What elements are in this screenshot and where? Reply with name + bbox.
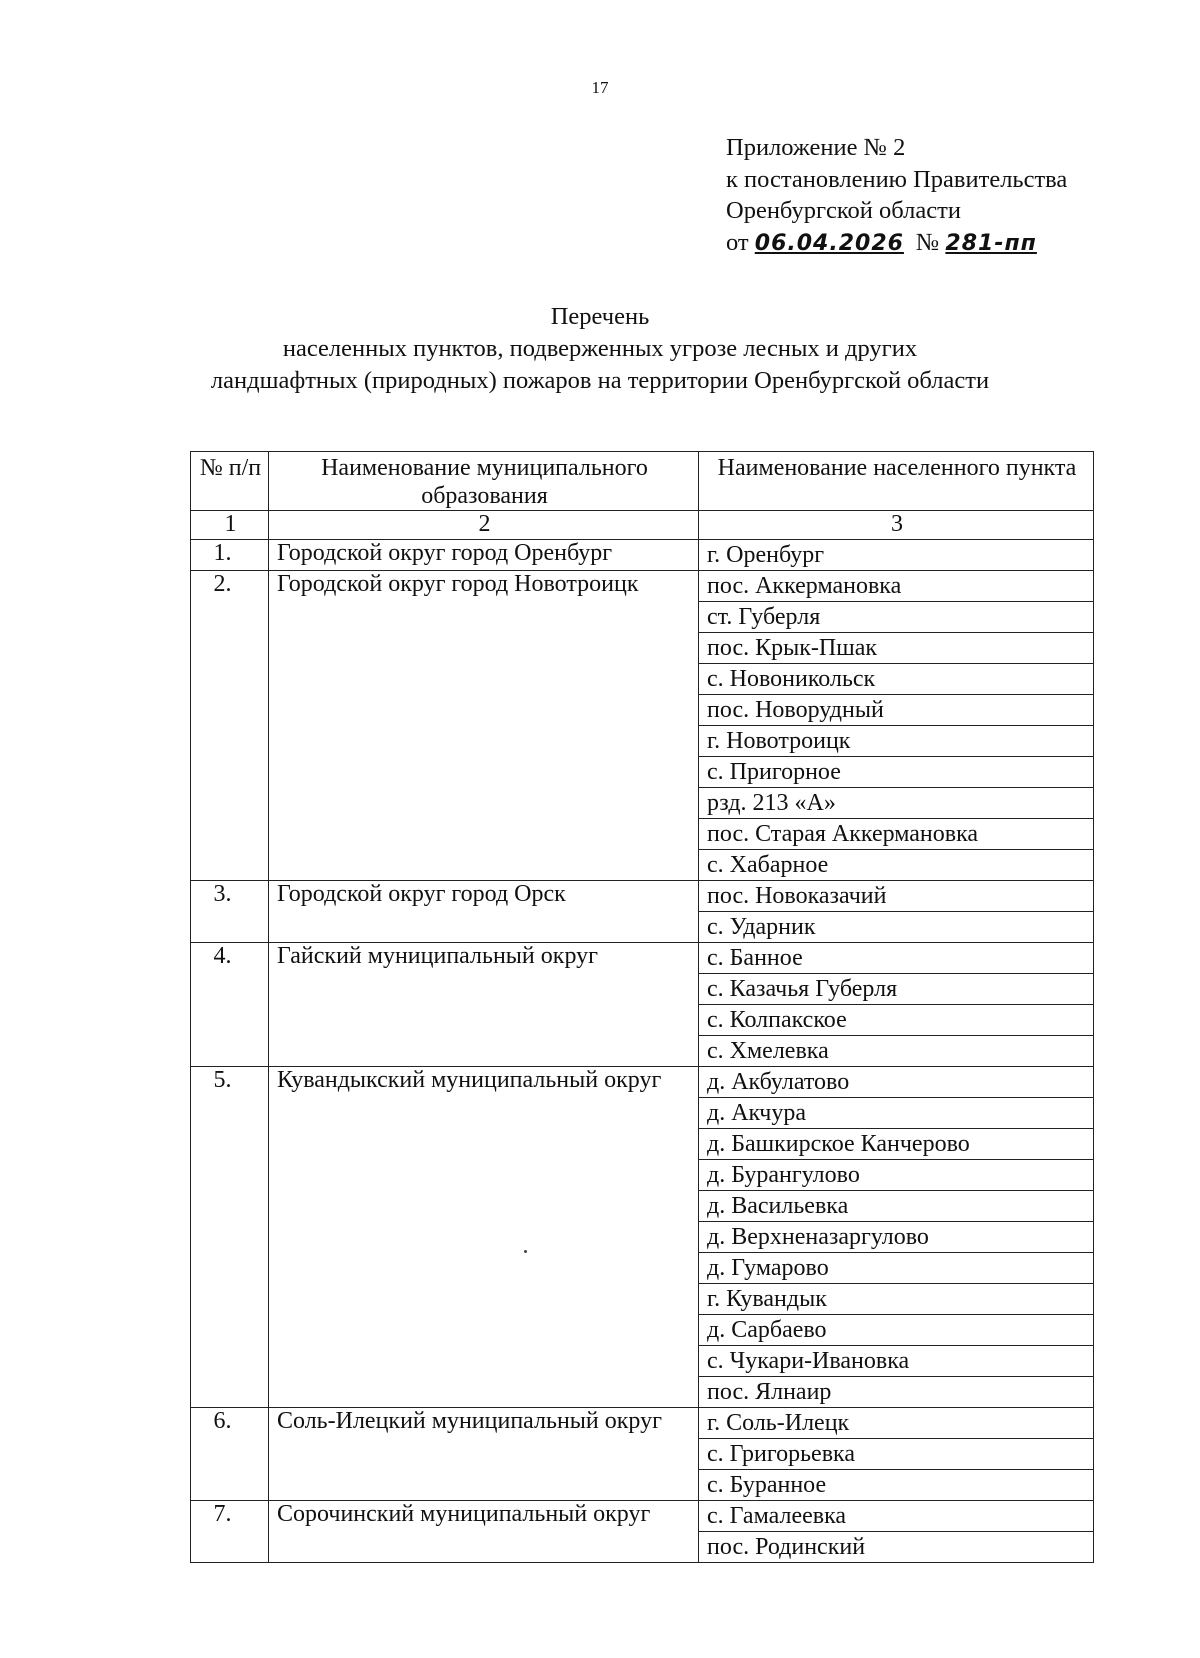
settlements-table [190,451,1094,1563]
settlement-name: с. Ударник [699,912,1094,943]
settlement-name: рзд. 213 «А» [699,788,1094,819]
title-line-3: ландшафтных (природных) пожаров на территории Оренбургской области [210,367,990,394]
table-row [191,943,1094,974]
municipality-name: Сорочинский муниципальный округ [269,1501,699,1563]
appendix-region: Оренбургской области [726,197,961,224]
municipality-name: Городской округ город Новотроицк [269,571,699,881]
settlement-name: с. Буранное [699,1470,1094,1501]
header-num: № п/п [191,452,269,511]
settlement-name: с. Чукари-Ивановка [699,1346,1094,1377]
appendix-date-line [726,227,1067,260]
col-number-3: 3 [699,511,1094,540]
settlement-name: пос. Родинский [699,1532,1094,1563]
appendix-decree: к постановлению Правительства [726,165,1068,193]
municipality-name: Городской округ город Орск [269,881,699,943]
row-number: 2. [191,571,269,881]
settlement-name: с. Казачья Губерля [699,974,1094,1005]
table-row [191,1408,1094,1439]
table-row [191,881,1094,912]
settlement-name: д. Бурангулово [699,1160,1094,1191]
settlement-name: д. Акбулатово [699,1067,1094,1098]
row-number: 3. [191,881,269,943]
column-number-row [191,511,1094,540]
table-row [191,1501,1094,1532]
settlement-name: с. Григорьевка [699,1439,1094,1470]
settlement-name: с. Гамалеевка [699,1501,1094,1532]
header-municipality: Наименование муниципального образования [269,452,699,511]
col-number-2: 2 [269,511,699,540]
settlement-name: д. Васильевка [699,1191,1094,1222]
settlement-name: д. Гумарово [699,1253,1094,1284]
settlement-name: с. Новоникольск [699,664,1094,695]
settlement-name: г. Кувандык [699,1284,1094,1315]
row-number: 4. [191,943,269,1067]
title-line-1: Перечень [550,303,650,330]
settlement-name: д. Акчура [699,1098,1094,1129]
appendix-title: Приложение № 2 [726,134,906,161]
settlement-name: с. Хмелевка [699,1036,1094,1067]
municipality-name: Кувандыкский муниципальный округ [269,1067,699,1408]
settlement-name: д. Верхненазаргулово [699,1222,1094,1253]
settlement-name: пос. Крык-Пшак [699,633,1094,664]
row-number: 1. [191,540,269,571]
handwritten-date: 06.04.2026 [754,230,904,256]
row-number: 5. [191,1067,269,1408]
municipality-name: Гайский муниципальный округ [269,943,699,1067]
table-row [191,540,1094,571]
title-line-2: населенных пунктов, подверженных угрозе лесных и других [282,335,918,362]
settlement-name: с. Банное [699,943,1094,974]
header-settlement: Наименование населенного пункта [699,452,1094,511]
municipality-name: Соль-Илецкий муниципальный округ [269,1408,699,1501]
table-body [191,452,1094,1563]
settlement-name: с. Колпакское [699,1005,1094,1036]
settlement-name: с. Хабарное [699,850,1094,881]
row-number: 6. [191,1408,269,1501]
settlement-name: д. Башкирское Канчерово [699,1129,1094,1160]
table-row [191,1067,1094,1098]
document-title [0,301,1200,397]
settlement-name: пос. Новорудный [699,695,1094,726]
appendix-block [726,132,1067,259]
settlement-name: пос. Старая Аккермановка [699,819,1094,850]
handwritten-number: 281-пп [945,230,1037,256]
from-label: от [726,228,749,256]
settlement-name: д. Сарбаево [699,1315,1094,1346]
page-number: 17 [591,78,609,97]
settlement-name: пос. Новоказачий [699,881,1094,912]
row-number: 7. [191,1501,269,1563]
settlement-name: г. Оренбург [699,540,1094,571]
settlement-name: ст. Губерля [699,602,1094,633]
settlement-name: г. Новотроицк [699,726,1094,757]
settlement-name: пос. Аккермановка [699,571,1094,602]
number-label: № [915,228,940,256]
settlement-name: с. Пригорное [699,757,1094,788]
table-row [191,571,1094,602]
settlement-name: г. Соль-Илецк [699,1408,1094,1439]
col-number-1: 1 [191,511,269,540]
stray-mark [524,1250,527,1253]
settlement-name: пос. Ялнаир [699,1377,1094,1408]
table-header-row [191,452,1094,511]
municipality-name: Городской округ город Оренбург [269,540,699,571]
